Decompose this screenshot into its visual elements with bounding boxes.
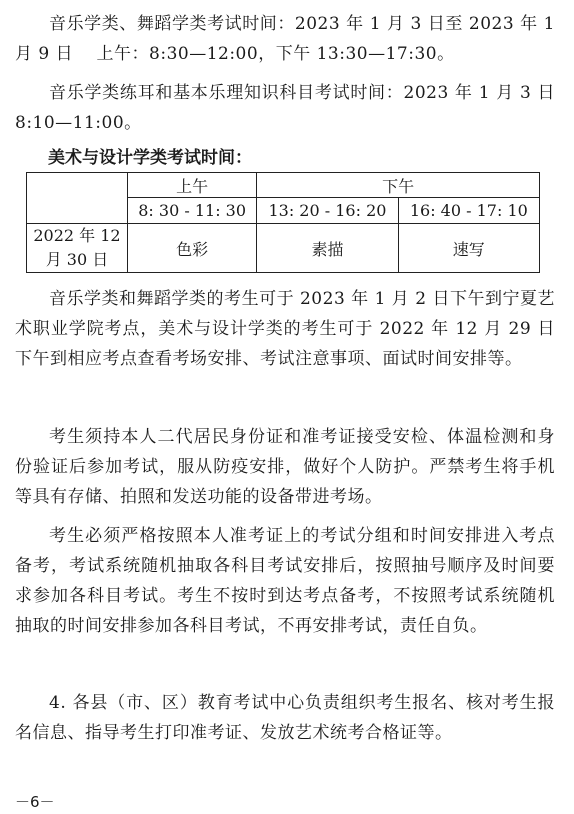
afternoon-header: 下午 [257,173,540,198]
subject-color: 色彩 [128,224,257,273]
time-slot-2: 13: 20 - 16: 20 [257,198,398,224]
art-design-exam-heading: 美术与设计学类考试时间： [48,148,252,168]
morning-header: 上午 [128,173,257,198]
table-corner-cell [27,173,128,224]
paragraph-id-and-security: 考生须持本人二代居民身份证和准考证接受安检、体温检测和身份验证后参加考试，服从防疫安排，做好个人防护。严禁考生将手机等具有存储、拍照和发送功能的设备带进考场。 [15,427,555,507]
paragraph-county-responsibility: 4. 各县（市、区）教育考试中心负责组织考生报名、核对考生报名信息、指导考生打印准考证、发放艺术统考合格证等。 [15,693,555,743]
paragraph-venue-check: 音乐学类和舞蹈学类的考生可于 2023 年 1 月 2 日下午到宁夏艺术职业学院考点，美术与设计学类的考生可于 2022 年 12 月 29 日下午到相应考点查看考场安排、考试注意事项、面试时间安排等。 [15,289,555,369]
paragraph-music-dance-exam-time: 音乐学类、舞蹈学类考试时间：2023 年 1 月 3 日至 2023 年 1 月 9 日 上午：8:30—12:00，下午 13:30—17:30。 [15,14,555,64]
time-slot-1: 8: 30 - 11: 30 [128,198,257,224]
time-slot-3: 16: 40 - 17: 10 [398,198,539,224]
subject-sketch: 素描 [257,224,398,273]
exam-date-cell: 2022 年 12 月 30 日 [27,224,128,273]
page-number: －6－ [15,793,55,811]
paragraph-exam-grouping: 考生必须严格按照本人准考证上的考试分组和时间安排进入考点备考，考试系统随机抽取各科目考试安排后，按照抽号顺序及时间要求参加各科目考试。考生不按时到达考点备考，不按照考试系统随机抽取的时间安排参加各科目考试，不再安排考试，责任自负。 [15,526,555,636]
paragraph-ear-training-exam-time: 音乐学类练耳和基本乐理知识科目考试时间：2023 年 1 月 3 日 8:10—11:00。 [15,83,555,133]
art-exam-schedule-table [26,172,540,273]
subject-quick-sketch: 速写 [398,224,539,273]
